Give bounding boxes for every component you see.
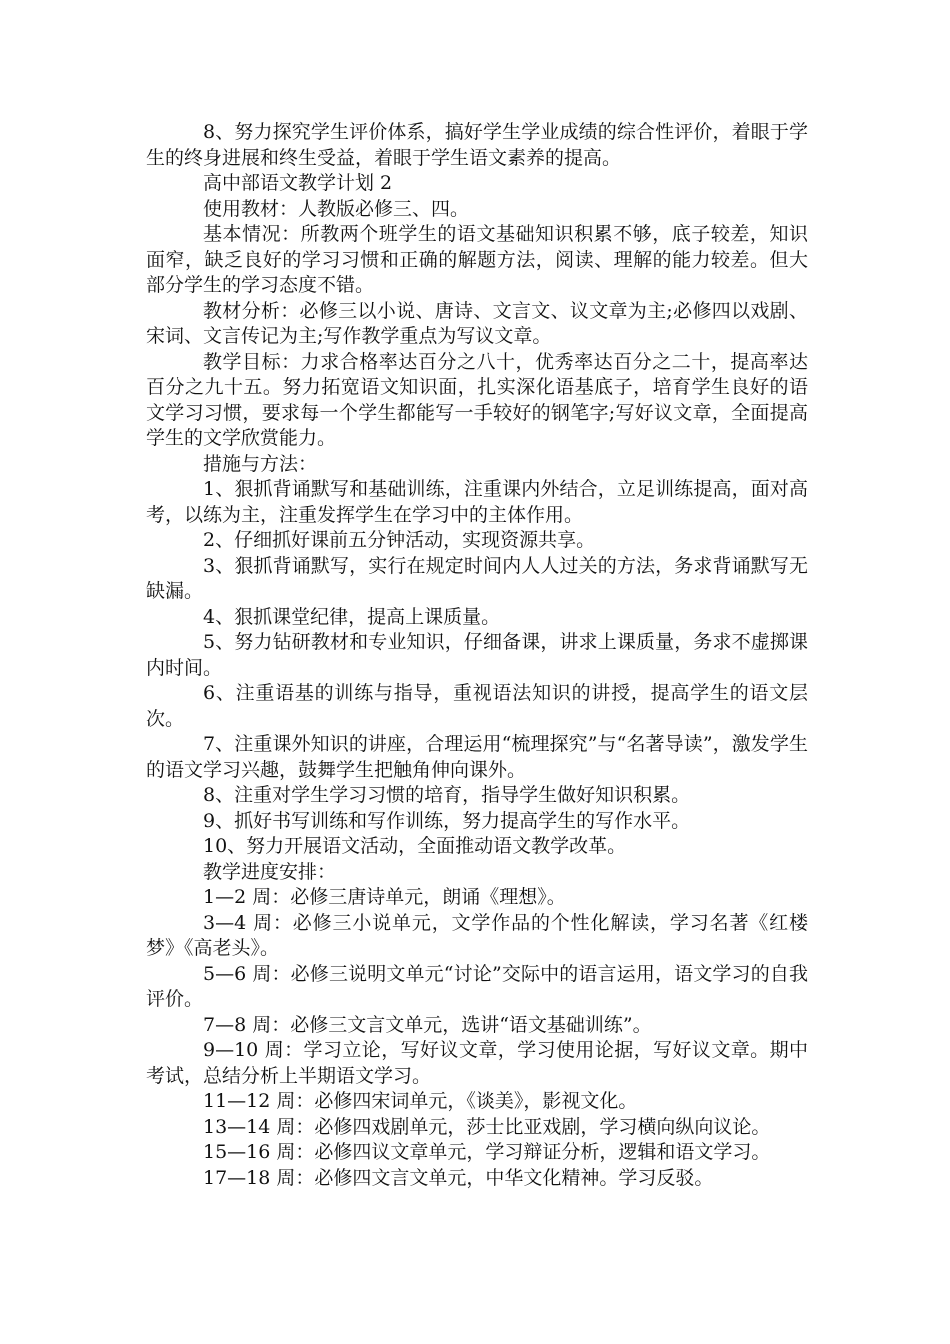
schedule-item-weeks-1-2: 1—2 周：必修三唐诗单元，朗诵《理想》。 <box>203 886 566 908</box>
section-title: 高中部语文教学计划 2 <box>203 172 393 194</box>
schedule-item-weeks-5-6: 5—6 周：必修三说明文单元“讨论”交际中的语言运用，语文学习的自我评价。 <box>146 962 808 1010</box>
measure-item-1: 1、狠抓背诵默写和基础训练，注重课内外结合，立足训练提高，面对高考，以练为主，注重发挥学生在学习中的主体作用。 <box>146 478 808 526</box>
measure-item-4: 4、狠抓课堂纪律，提高上课质量。 <box>203 605 501 628</box>
paragraph-teaching-goals: 教学目标：力求合格率达百分之八十，优秀率达百分之二十，提高率达百分之九十五。努力拓宽语文知识面，扎实深化语基底子，培育学生良好的语文学习习惯，要求每一个学生都能写一手较好的钢笔字;写好议文章，全面提高学生的文学欣赏能力。 <box>146 350 808 449</box>
measure-item-9: 9、抓好书写训练和写作训练，努力提高学生的写作水平。 <box>203 809 691 832</box>
paragraph-basic-situation: 基本情况：所教两个班学生的语文基础知识积累不够，底子较差，知识面窄，缺乏良好的学习习惯和正确的解题方法，阅读、理解的能力较差。但大部分学生的学习态度不错。 <box>146 223 808 296</box>
paragraph-measures-heading: 措施与方法： <box>203 452 318 475</box>
paragraph-textbook: 使用教材：人教版必修三、四。 <box>203 197 470 220</box>
schedule-item-weeks-17-18: 17—18 周：必修四文言文单元，中华文化精神。学习反驳。 <box>203 1166 714 1189</box>
measure-item-10: 10、努力开展语文活动，全面推动语文教学改革。 <box>203 835 627 857</box>
schedule-item-weeks-3-4: 3—4 周：必修三小说单元，文学作品的个性化解读，学习名著《红楼梦》《高老头》。 <box>146 911 808 959</box>
paragraph-textbook-analysis: 教材分析：必修三以小说、唐诗、文言文、议文章为主;必修四以戏剧、宋词、文言传记为主;写作教学重点为写议文章。 <box>146 299 808 347</box>
schedule-item-weeks-11-12: 11—12 周：必修四宋词单元，《谈美》，影视文化。 <box>203 1090 638 1112</box>
paragraph-item-8-evaluation: 8、努力探究学生评价体系，搞好学生学业成绩的综合性评价，着眼于学生的终身进展和终生受益，着眼于学生语文素养的提高。 <box>146 121 808 169</box>
schedule-item-weeks-15-16: 15—16 周：必修四议文章单元，学习辩证分析，逻辑和语文学习。 <box>203 1141 771 1163</box>
document-body <box>146 120 808 1191</box>
measure-item-6: 6、注重语基的训练与指导，重视语法知识的讲授，提高学生的语文层次。 <box>146 682 808 730</box>
measure-item-3: 3、狠抓背诵默写，实行在规定时间内人人过关的方法，务求背诵默写无缺漏。 <box>146 554 808 602</box>
measure-item-5: 5、努力钻研教材和专业知识，仔细备课，讲求上课质量，务求不虚掷课内时间。 <box>146 631 808 679</box>
schedule-item-weeks-9-10: 9—10 周：学习立论，写好议文章，学习使用论据，写好议文章。期中考试，总结分析上半期语文学习。 <box>146 1039 808 1087</box>
schedule-item-weeks-13-14: 13—14 周：必修四戏剧单元，莎士比亚戏剧，学习横向纵向议论。 <box>203 1115 771 1138</box>
schedule-item-weeks-7-8: 7—8 周：必修三文言文单元，选讲“语文基础训练”。 <box>203 1013 652 1036</box>
measure-item-7: 7、注重课外知识的讲座，合理运用“梳理探究”与“名著导读”，激发学生的语文学习兴趣，鼓舞学生把触角伸向课外。 <box>146 733 808 781</box>
paragraph-schedule-heading: 教学进度安排： <box>203 860 337 883</box>
measure-item-8: 8、注重对学生学习习惯的培育，指导学生做好知识积累。 <box>203 784 691 806</box>
measure-item-2: 2、仔细抓好课前五分钟活动，实现资源共享。 <box>203 529 596 551</box>
